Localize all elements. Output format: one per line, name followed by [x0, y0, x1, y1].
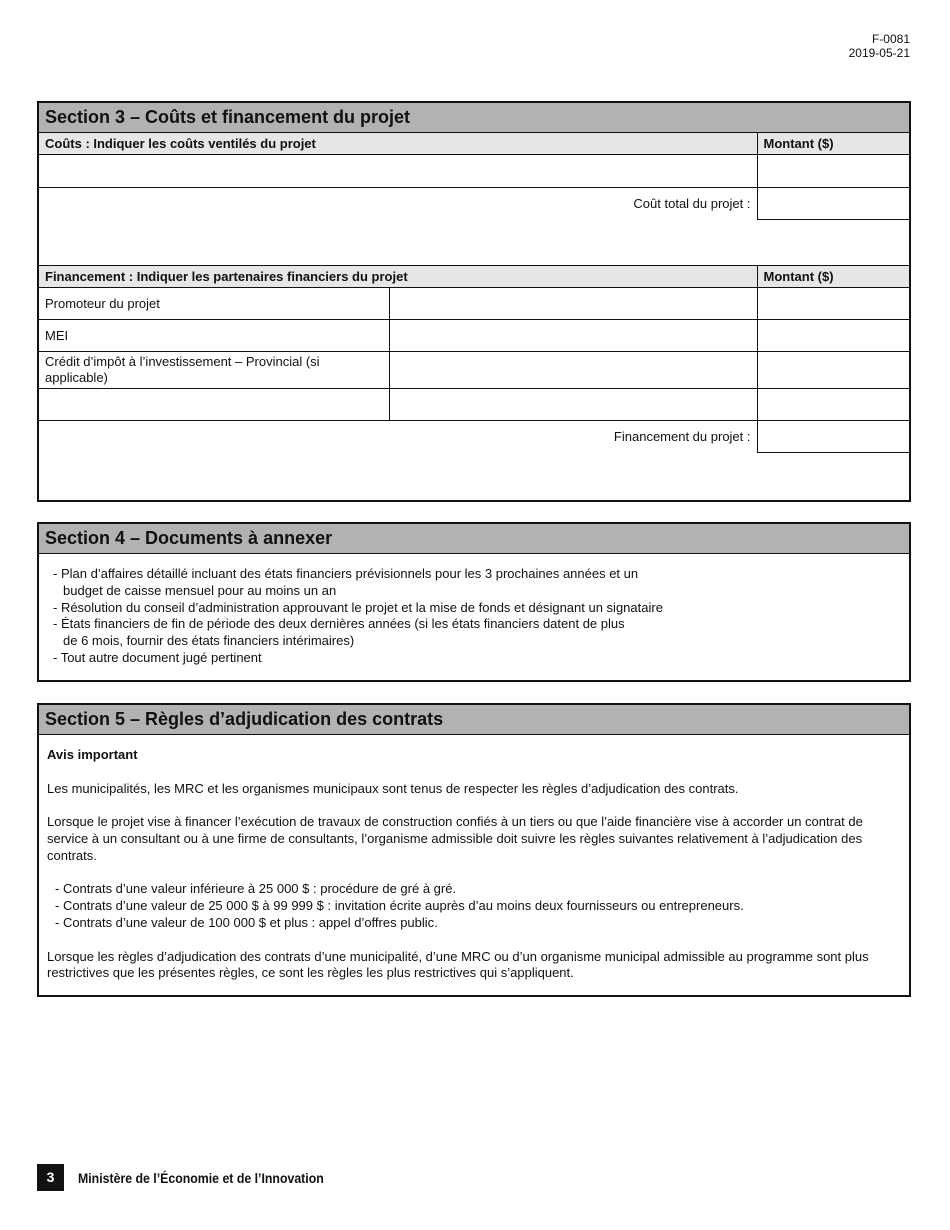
- financing-amount-field[interactable]: [757, 320, 909, 352]
- section-5-body: [39, 735, 909, 996]
- list-item: - Contrats d’une valeur inférieure à 25 000 $ : procédure de gré à gré.: [55, 881, 457, 897]
- form-code: [849, 32, 910, 60]
- section-4: [37, 522, 911, 682]
- financing-table: [39, 266, 909, 453]
- paragraph: Lorsque le projet vise à financer l’exécution de travaux de construction confiés à un tiers ou que l’aide financière vise à accorder un contrat de service à un consultant ou à une firme de consultants, l’organisme admissible doit suivre les règles suivantes relativement à l’adjudication des contrats.: [47, 814, 863, 863]
- financing-header: Financement : Indiquer les partenaires financiers du projet: [39, 266, 757, 288]
- financing-details-field[interactable]: [389, 389, 757, 421]
- total-cost-field[interactable]: [757, 188, 909, 220]
- costs-table: [39, 133, 909, 266]
- page-number: 3: [37, 1164, 64, 1191]
- financing-amount-field[interactable]: [757, 288, 909, 320]
- paragraph: Lorsque les règles d’adjudication des contrats d’une municipalité, d’une MRC ou d’un organisme municipal admissible au programme sont plus restrictives que les présentes règles, ce sont les règles les plus restrictives qui s’appliquent.: [47, 948, 869, 981]
- financing-row-label: MEI: [39, 320, 389, 352]
- section-3: [37, 101, 911, 502]
- list-item: - Résolution du conseil d’administration approuvant le projet et la mise de fonds et désignant un signataire: [53, 599, 663, 615]
- section-3-title: Section 3 – Coûts et financement du projet: [39, 103, 909, 133]
- cost-description-field[interactable]: [39, 155, 757, 188]
- cost-amount-field[interactable]: [757, 155, 909, 188]
- documents-list: [39, 554, 909, 681]
- section-5-title: Section 5 – Règles d’adjudication des contrats: [39, 705, 909, 735]
- financing-amount-header: Montant ($): [757, 266, 909, 288]
- financing-row-label: Promoteur du projet: [39, 288, 389, 320]
- notice-title: Avis important: [47, 747, 138, 762]
- form-date: 2019-05-21: [848, 46, 910, 60]
- financing-amount-field[interactable]: [757, 352, 909, 389]
- financing-details-field[interactable]: [389, 352, 757, 389]
- costs-header: Coûts : Indiquer les coûts ventilés du projet: [39, 133, 757, 155]
- list-item: - Tout autre document jugé pertinent: [53, 649, 262, 665]
- financing-row-label: Crédit d’impôt à l’investissement – Provincial (si applicable): [39, 352, 389, 389]
- financing-row-label-field[interactable]: [39, 389, 389, 421]
- financing-details-field[interactable]: [389, 320, 757, 352]
- form-number: F-0081: [871, 32, 910, 46]
- list-item: - États financiers de fin de période des deux dernières années (si les états financiers datent de plus de 6 mois, fournir des états financiers intérimaires): [53, 616, 625, 649]
- financing-total-label: Financement du projet :: [613, 429, 751, 445]
- financing-details-field[interactable]: [389, 288, 757, 320]
- total-cost-label: Coût total du projet :: [633, 196, 751, 212]
- list-item: - Plan d’affaires détaillé incluant des états financiers prévisionnels pour les 3 prochaines années et un budget de caisse mensuel pour au moins un an: [53, 566, 639, 598]
- section-4-title: Section 4 – Documents à annexer: [39, 524, 909, 554]
- paragraph: Les municipalités, les MRC et les organismes municipaux sont tenus de respecter les règles d’adjudication des contrats.: [47, 780, 739, 796]
- rules-list: [47, 881, 901, 931]
- financing-amount-field[interactable]: [757, 389, 909, 421]
- financing-total-field[interactable]: [757, 421, 909, 453]
- section-5: [37, 703, 911, 997]
- list-item: - Contrats d’une valeur de 25 000 $ à 99 999 $ : invitation écrite auprès d’au moins deux fournisseurs ou entrepreneurs.: [55, 898, 744, 914]
- ministry-name: Ministère de l’Économie et de l’Innovation: [78, 1169, 324, 1186]
- list-item: - Contrats d’une valeur de 100 000 $ et plus : appel d’offres public.: [55, 914, 438, 930]
- page-footer: [37, 1164, 357, 1191]
- cost-amount-header: Montant ($): [757, 133, 909, 155]
